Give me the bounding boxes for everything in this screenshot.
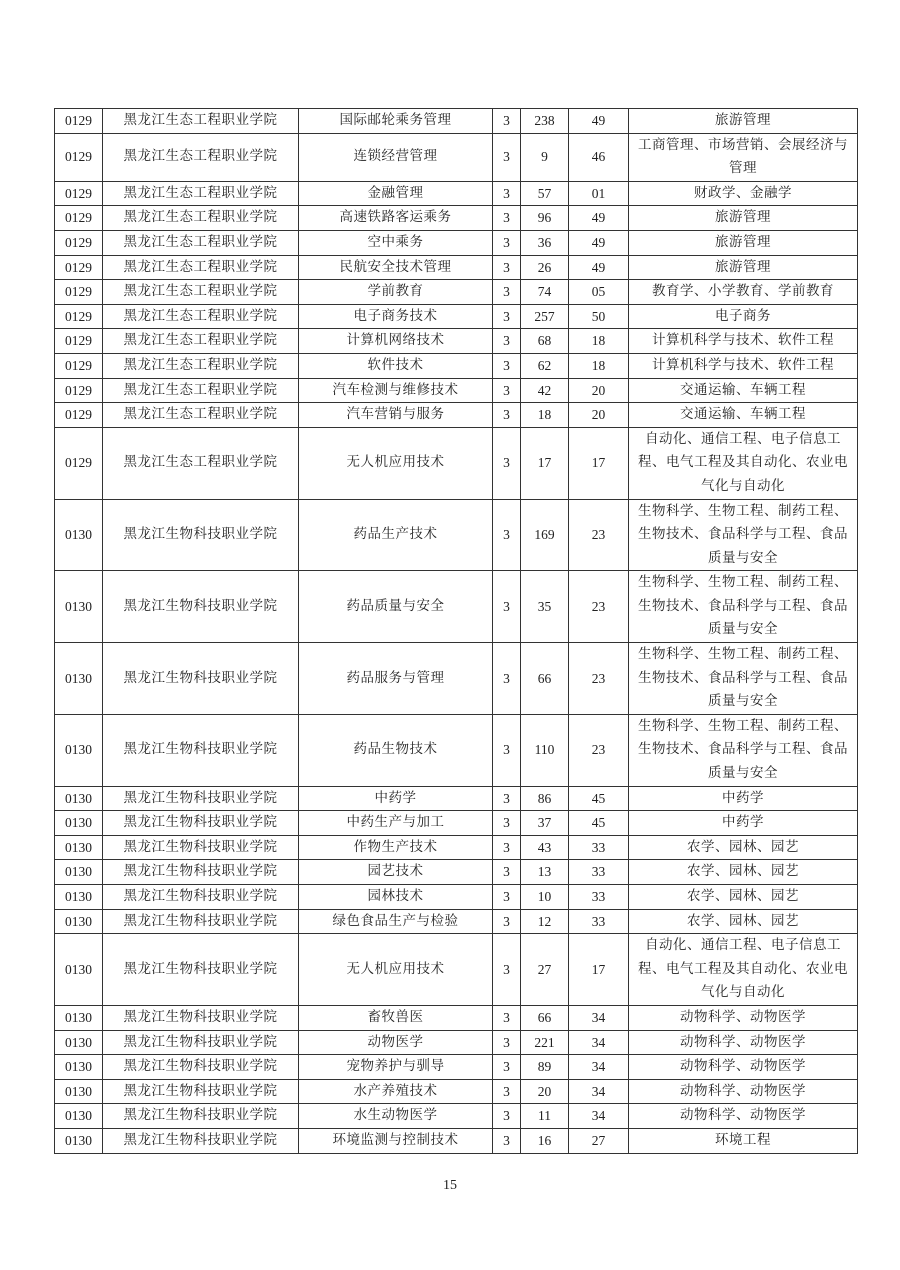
category-code-cell: 23	[569, 643, 629, 715]
study-years-cell: 3	[493, 255, 521, 280]
table-row	[55, 109, 858, 134]
school-name-cell: 黑龙江生物科技职业学院	[103, 934, 299, 1006]
category-code-cell: 50	[569, 304, 629, 329]
study-years-cell: 3	[493, 133, 521, 181]
enrollment-plan-cell: 74	[521, 280, 569, 305]
category-code-cell: 34	[569, 1055, 629, 1080]
enrollment-plan-cell: 9	[521, 133, 569, 181]
category-code-cell: 23	[569, 571, 629, 643]
category-code-cell: 49	[569, 255, 629, 280]
table-row	[55, 329, 858, 354]
category-code-cell: 34	[569, 1079, 629, 1104]
table-row	[55, 133, 858, 181]
target-majors-cell: 动物科学、动物医学	[629, 1005, 858, 1030]
school-name-cell: 黑龙江生物科技职业学院	[103, 1079, 299, 1104]
school-name-cell: 黑龙江生态工程职业学院	[103, 133, 299, 181]
school-name-cell: 黑龙江生态工程职业学院	[103, 255, 299, 280]
table-row	[55, 353, 858, 378]
school-code-cell: 0129	[55, 230, 103, 255]
target-majors-cell: 农学、园林、园艺	[629, 885, 858, 910]
study-years-cell: 3	[493, 109, 521, 134]
study-years-cell: 3	[493, 1079, 521, 1104]
school-code-cell: 0129	[55, 304, 103, 329]
study-years-cell: 3	[493, 304, 521, 329]
major-name-cell: 金融管理	[299, 181, 493, 206]
table-row	[55, 571, 858, 643]
study-years-cell: 3	[493, 1005, 521, 1030]
target-majors-cell: 农学、园林、园艺	[629, 909, 858, 934]
major-name-cell: 民航安全技术管理	[299, 255, 493, 280]
study-years-cell: 3	[493, 934, 521, 1006]
category-code-cell: 33	[569, 885, 629, 910]
table-row	[55, 403, 858, 428]
school-name-cell: 黑龙江生物科技职业学院	[103, 499, 299, 571]
major-name-cell: 园林技术	[299, 885, 493, 910]
school-code-cell: 0130	[55, 885, 103, 910]
category-code-cell: 34	[569, 1030, 629, 1055]
study-years-cell: 3	[493, 427, 521, 499]
major-name-cell: 药品质量与安全	[299, 571, 493, 643]
enrollment-plan-cell: 11	[521, 1104, 569, 1129]
school-code-cell: 0129	[55, 181, 103, 206]
category-code-cell: 34	[569, 1104, 629, 1129]
target-majors-cell: 教育学、小学教育、学前教育	[629, 280, 858, 305]
school-name-cell: 黑龙江生态工程职业学院	[103, 353, 299, 378]
category-code-cell: 34	[569, 1005, 629, 1030]
target-majors-cell: 生物科学、生物工程、制药工程、生物技术、食品科学与工程、食品质量与安全	[629, 499, 858, 571]
school-code-cell: 0129	[55, 378, 103, 403]
table-row	[55, 206, 858, 231]
enrollment-plan-cell: 43	[521, 835, 569, 860]
major-name-cell: 动物医学	[299, 1030, 493, 1055]
target-majors-cell: 生物科学、生物工程、制药工程、生物技术、食品科学与工程、食品质量与安全	[629, 571, 858, 643]
table-row	[55, 304, 858, 329]
school-name-cell: 黑龙江生态工程职业学院	[103, 206, 299, 231]
category-code-cell: 18	[569, 353, 629, 378]
target-majors-cell: 交通运输、车辆工程	[629, 403, 858, 428]
table-row	[55, 1005, 858, 1030]
major-name-cell: 汽车检测与维修技术	[299, 378, 493, 403]
school-name-cell: 黑龙江生物科技职业学院	[103, 860, 299, 885]
page-number: 15	[443, 1178, 457, 1193]
enrollment-plan-cell: 89	[521, 1055, 569, 1080]
target-majors-cell: 农学、园林、园艺	[629, 860, 858, 885]
major-name-cell: 空中乘务	[299, 230, 493, 255]
table-row	[55, 1104, 858, 1129]
major-name-cell: 连锁经营管理	[299, 133, 493, 181]
school-name-cell: 黑龙江生物科技职业学院	[103, 1104, 299, 1129]
target-majors-cell: 旅游管理	[629, 109, 858, 134]
study-years-cell: 3	[493, 499, 521, 571]
target-majors-cell: 电子商务	[629, 304, 858, 329]
school-code-cell: 0130	[55, 1079, 103, 1104]
target-majors-cell: 计算机科学与技术、软件工程	[629, 353, 858, 378]
target-majors-cell: 计算机科学与技术、软件工程	[629, 329, 858, 354]
table-row	[55, 255, 858, 280]
enrollment-plan-cell: 221	[521, 1030, 569, 1055]
school-name-cell: 黑龙江生物科技职业学院	[103, 885, 299, 910]
school-name-cell: 黑龙江生物科技职业学院	[103, 811, 299, 836]
target-majors-cell: 中药学	[629, 811, 858, 836]
major-name-cell: 国际邮轮乘务管理	[299, 109, 493, 134]
target-majors-cell: 中药学	[629, 786, 858, 811]
enrollment-plan-cell: 35	[521, 571, 569, 643]
school-name-cell: 黑龙江生态工程职业学院	[103, 109, 299, 134]
study-years-cell: 3	[493, 811, 521, 836]
school-code-cell: 0129	[55, 255, 103, 280]
category-code-cell: 20	[569, 403, 629, 428]
target-majors-cell: 动物科学、动物医学	[629, 1055, 858, 1080]
study-years-cell: 3	[493, 571, 521, 643]
study-years-cell: 3	[493, 206, 521, 231]
enrollment-plan-cell: 86	[521, 786, 569, 811]
target-majors-cell: 财政学、金融学	[629, 181, 858, 206]
school-code-cell: 0129	[55, 280, 103, 305]
study-years-cell: 3	[493, 403, 521, 428]
category-code-cell: 17	[569, 427, 629, 499]
school-code-cell: 0130	[55, 499, 103, 571]
category-code-cell: 49	[569, 230, 629, 255]
major-name-cell: 绿色食品生产与检验	[299, 909, 493, 934]
school-code-cell: 0130	[55, 1030, 103, 1055]
major-name-cell: 畜牧兽医	[299, 1005, 493, 1030]
enrollment-plan-cell: 257	[521, 304, 569, 329]
enrollment-plan-cell: 12	[521, 909, 569, 934]
table-row	[55, 909, 858, 934]
enrollment-plan-cell: 110	[521, 714, 569, 786]
admissions-table	[54, 108, 858, 1154]
category-code-cell: 23	[569, 714, 629, 786]
category-code-cell: 23	[569, 499, 629, 571]
major-name-cell: 电子商务技术	[299, 304, 493, 329]
school-code-cell: 0130	[55, 860, 103, 885]
enrollment-plan-cell: 36	[521, 230, 569, 255]
school-code-cell: 0129	[55, 133, 103, 181]
table-row	[55, 934, 858, 1006]
school-name-cell: 黑龙江生态工程职业学院	[103, 329, 299, 354]
category-code-cell: 49	[569, 206, 629, 231]
table-row	[55, 1055, 858, 1080]
study-years-cell: 3	[493, 643, 521, 715]
major-name-cell: 学前教育	[299, 280, 493, 305]
enrollment-plan-cell: 96	[521, 206, 569, 231]
enrollment-plan-cell: 26	[521, 255, 569, 280]
school-name-cell: 黑龙江生物科技职业学院	[103, 571, 299, 643]
major-name-cell: 高速铁路客运乘务	[299, 206, 493, 231]
enrollment-plan-cell: 27	[521, 934, 569, 1006]
target-majors-cell: 动物科学、动物医学	[629, 1030, 858, 1055]
school-code-cell: 0130	[55, 643, 103, 715]
major-name-cell: 软件技术	[299, 353, 493, 378]
table-row	[55, 499, 858, 571]
school-code-cell: 0130	[55, 786, 103, 811]
study-years-cell: 3	[493, 353, 521, 378]
study-years-cell: 3	[493, 378, 521, 403]
study-years-cell: 3	[493, 329, 521, 354]
table-row	[55, 643, 858, 715]
school-code-cell: 0130	[55, 1104, 103, 1129]
school-name-cell: 黑龙江生物科技职业学院	[103, 1005, 299, 1030]
study-years-cell: 3	[493, 885, 521, 910]
target-majors-cell: 交通运输、车辆工程	[629, 378, 858, 403]
school-name-cell: 黑龙江生物科技职业学院	[103, 643, 299, 715]
major-name-cell: 作物生产技术	[299, 835, 493, 860]
table-row	[55, 230, 858, 255]
table-row	[55, 1030, 858, 1055]
enrollment-plan-cell: 42	[521, 378, 569, 403]
school-name-cell: 黑龙江生态工程职业学院	[103, 304, 299, 329]
study-years-cell: 3	[493, 786, 521, 811]
category-code-cell: 46	[569, 133, 629, 181]
major-name-cell: 无人机应用技术	[299, 427, 493, 499]
major-name-cell: 无人机应用技术	[299, 934, 493, 1006]
study-years-cell: 3	[493, 181, 521, 206]
table-row	[55, 860, 858, 885]
category-code-cell: 49	[569, 109, 629, 134]
category-code-cell: 01	[569, 181, 629, 206]
major-name-cell: 计算机网络技术	[299, 329, 493, 354]
school-code-cell: 0130	[55, 811, 103, 836]
school-code-cell: 0130	[55, 835, 103, 860]
target-majors-cell: 生物科学、生物工程、制药工程、生物技术、食品科学与工程、食品质量与安全	[629, 643, 858, 715]
school-name-cell: 黑龙江生物科技职业学院	[103, 1055, 299, 1080]
major-name-cell: 园艺技术	[299, 860, 493, 885]
table-row	[55, 786, 858, 811]
school-code-cell: 0129	[55, 109, 103, 134]
school-name-cell: 黑龙江生态工程职业学院	[103, 427, 299, 499]
study-years-cell: 3	[493, 909, 521, 934]
table-row	[55, 427, 858, 499]
table-row	[55, 1079, 858, 1104]
school-code-cell: 0129	[55, 206, 103, 231]
major-name-cell: 水产养殖技术	[299, 1079, 493, 1104]
target-majors-cell: 农学、园林、园艺	[629, 835, 858, 860]
table-body	[55, 109, 858, 1154]
table-row	[55, 885, 858, 910]
school-name-cell: 黑龙江生物科技职业学院	[103, 786, 299, 811]
school-name-cell: 黑龙江生态工程职业学院	[103, 230, 299, 255]
enrollment-plan-cell: 16	[521, 1128, 569, 1153]
school-name-cell: 黑龙江生物科技职业学院	[103, 909, 299, 934]
enrollment-plan-cell: 17	[521, 427, 569, 499]
target-majors-cell: 动物科学、动物医学	[629, 1079, 858, 1104]
category-code-cell: 45	[569, 786, 629, 811]
category-code-cell: 27	[569, 1128, 629, 1153]
enrollment-plan-cell: 238	[521, 109, 569, 134]
enrollment-plan-cell: 68	[521, 329, 569, 354]
category-code-cell: 33	[569, 909, 629, 934]
category-code-cell: 33	[569, 835, 629, 860]
study-years-cell: 3	[493, 860, 521, 885]
major-name-cell: 药品生产技术	[299, 499, 493, 571]
target-majors-cell: 生物科学、生物工程、制药工程、生物技术、食品科学与工程、食品质量与安全	[629, 714, 858, 786]
major-name-cell: 水生动物医学	[299, 1104, 493, 1129]
enrollment-plan-cell: 66	[521, 1005, 569, 1030]
school-name-cell: 黑龙江生物科技职业学院	[103, 1030, 299, 1055]
study-years-cell: 3	[493, 230, 521, 255]
table-row	[55, 181, 858, 206]
school-code-cell: 0130	[55, 714, 103, 786]
major-name-cell: 药品生物技术	[299, 714, 493, 786]
category-code-cell: 45	[569, 811, 629, 836]
school-name-cell: 黑龙江生态工程职业学院	[103, 280, 299, 305]
school-code-cell: 0129	[55, 329, 103, 354]
major-name-cell: 环境监测与控制技术	[299, 1128, 493, 1153]
category-code-cell: 17	[569, 934, 629, 1006]
study-years-cell: 3	[493, 1055, 521, 1080]
major-name-cell: 宠物养护与驯导	[299, 1055, 493, 1080]
school-code-cell: 0130	[55, 1128, 103, 1153]
school-name-cell: 黑龙江生态工程职业学院	[103, 378, 299, 403]
major-name-cell: 中药学	[299, 786, 493, 811]
table-row	[55, 378, 858, 403]
target-majors-cell: 自动化、通信工程、电子信息工程、电气工程及其自动化、农业电气化与自动化	[629, 934, 858, 1006]
enrollment-plan-cell: 62	[521, 353, 569, 378]
enrollment-plan-cell: 37	[521, 811, 569, 836]
school-code-cell: 0129	[55, 403, 103, 428]
table-row	[55, 714, 858, 786]
school-name-cell: 黑龙江生态工程职业学院	[103, 181, 299, 206]
target-majors-cell: 旅游管理	[629, 255, 858, 280]
table-row	[55, 1128, 858, 1153]
school-name-cell: 黑龙江生物科技职业学院	[103, 1128, 299, 1153]
school-code-cell: 0130	[55, 1005, 103, 1030]
target-majors-cell: 旅游管理	[629, 206, 858, 231]
study-years-cell: 3	[493, 1128, 521, 1153]
enrollment-plan-cell: 169	[521, 499, 569, 571]
major-name-cell: 汽车营销与服务	[299, 403, 493, 428]
enrollment-plan-cell: 18	[521, 403, 569, 428]
study-years-cell: 3	[493, 280, 521, 305]
enrollment-plan-cell: 66	[521, 643, 569, 715]
study-years-cell: 3	[493, 714, 521, 786]
enrollment-plan-cell: 20	[521, 1079, 569, 1104]
major-name-cell: 中药生产与加工	[299, 811, 493, 836]
study-years-cell: 3	[493, 1030, 521, 1055]
school-code-cell: 0129	[55, 427, 103, 499]
target-majors-cell: 动物科学、动物医学	[629, 1104, 858, 1129]
target-majors-cell: 旅游管理	[629, 230, 858, 255]
major-name-cell: 药品服务与管理	[299, 643, 493, 715]
enrollment-plan-cell: 13	[521, 860, 569, 885]
study-years-cell: 3	[493, 835, 521, 860]
study-years-cell: 3	[493, 1104, 521, 1129]
category-code-cell: 33	[569, 860, 629, 885]
school-name-cell: 黑龙江生物科技职业学院	[103, 714, 299, 786]
enrollment-plan-cell: 57	[521, 181, 569, 206]
category-code-cell: 05	[569, 280, 629, 305]
target-majors-cell: 自动化、通信工程、电子信息工程、电气工程及其自动化、农业电气化与自动化	[629, 427, 858, 499]
category-code-cell: 18	[569, 329, 629, 354]
target-majors-cell: 工商管理、市场营销、会展经济与管理	[629, 133, 858, 181]
table-row	[55, 280, 858, 305]
school-code-cell: 0130	[55, 571, 103, 643]
school-code-cell: 0129	[55, 353, 103, 378]
school-code-cell: 0130	[55, 934, 103, 1006]
category-code-cell: 20	[569, 378, 629, 403]
school-code-cell: 0130	[55, 909, 103, 934]
enrollment-plan-cell: 10	[521, 885, 569, 910]
table-row	[55, 811, 858, 836]
school-name-cell: 黑龙江生物科技职业学院	[103, 835, 299, 860]
target-majors-cell: 环境工程	[629, 1128, 858, 1153]
table-row	[55, 835, 858, 860]
school-name-cell: 黑龙江生态工程职业学院	[103, 403, 299, 428]
school-code-cell: 0130	[55, 1055, 103, 1080]
